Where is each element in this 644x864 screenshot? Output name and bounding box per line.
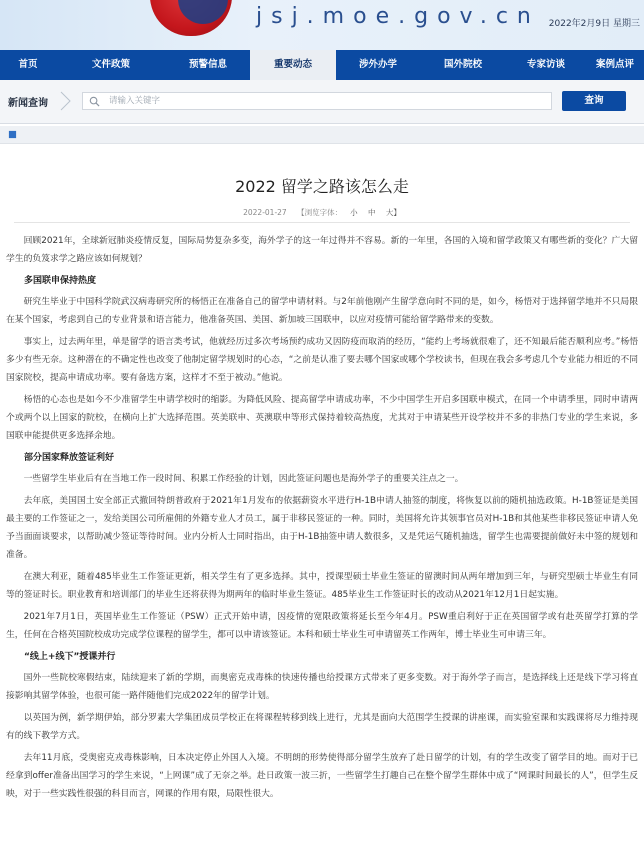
location-icon xyxy=(8,130,17,139)
paragraph: 一些留学生毕业后有在当地工作一段时间、积累工作经验的计划，因此签证问题也是海外学子的重要关注点之一。 xyxy=(23,474,464,484)
chevron-right-icon xyxy=(58,90,74,112)
search-icon xyxy=(89,96,100,107)
font-size-small-link[interactable]: 小 xyxy=(350,208,358,217)
article-body xyxy=(6,232,638,807)
nav-item-alerts[interactable]: 预警信息 xyxy=(188,59,227,70)
nav-item-policy[interactable]: 文件政策 xyxy=(91,59,130,70)
nav-item-foreign-schools[interactable]: 国外院校 xyxy=(443,59,482,70)
section-heading: 多国联申保持热度 xyxy=(24,276,97,286)
article-intro: 回顾2021年，全球新冠肺炎疫情反复，国际局势复杂多变，海外学子的这一年过得并不容易。新的一年里，各国的入境和留学政策又有哪些新的变化？广大留学生的负笈求学之路应该如何规划？ xyxy=(6,236,638,264)
paragraph: 去年底，美国国土安全部正式撤回特朗普政府于2021年1月发布的依据薪资水平进行H-1B申请人抽签的制度，将恢复以前的随机抽选政策。H-1B签证是美国最主要的工作签证之一，发给美国公司所雇佣的外籍专业人才员工，属于非移民签证的一种。同时，美国将允许其领事官员对H-1B和其他某些非移民签证申请人免予当面面谈要求，以帮助减少签证等待时间。业内分析人士同时指出，由于H-1B抽签申请人数很多，又是凭运气随机抽选，留学生也需要提前做好未中签的规划和准备。 xyxy=(6,496,638,560)
search-label: 新闻查询 xyxy=(8,98,48,109)
search-button[interactable]: 查询 xyxy=(562,91,626,111)
section-heading: “线上+线下”授课并行 xyxy=(24,652,116,662)
paragraph: 在澳大利亚，随着485毕业生工作签证更新，相关学生有了更多选择。其中，授课型硕士毕业生签证的留澳时间从两年增加到三年，与研究型硕士毕业生有同等的签证时长。职业教育和培训部门的毕业生还将获得为期两年的临时毕业生签证。485毕业生工作签证时长的改动从2021年12月1日起实施。 xyxy=(6,572,638,600)
title-divider xyxy=(14,222,630,223)
paragraph: 以英国为例，新学期伊始，部分罗素大学集团成员学校正在将课程转移到线上进行，尤其是面向大范围学生授课的讲座课，而实验室课和实践课将尽力维持现有的线下教学方式。 xyxy=(6,713,638,741)
header-date: 2022年2月9日 星期三 xyxy=(548,19,640,29)
search-box xyxy=(82,92,552,110)
nav-item-interviews[interactable]: 专家访谈 xyxy=(526,59,565,70)
paragraph: 2021年7月1日，英国毕业生工作签证（PSW）正式开始申请，因疫情的宽限政策将延长至今年4月。PSW重启利好于正在英国留学或有赴英留学打算的学生，任何在合格英国院校成功完成学位课程的留学生，都可以申请该签证。本科和硕士毕业生可申请留英工作两年，博士毕业生可申请三年。 xyxy=(6,612,638,640)
article-meta xyxy=(0,207,644,218)
nav-item-news[interactable]: 重要动态 xyxy=(250,50,336,80)
breadcrumb xyxy=(0,126,644,144)
article-title: 2022 留学之路该怎么走 xyxy=(235,177,409,196)
nav-item-home[interactable]: 首页 xyxy=(18,59,38,70)
font-size-large-link[interactable]: 大】 xyxy=(385,208,401,217)
paragraph: 事实上，过去两年里，单是留学的语言类考试，他就经历过多次考场预约成功又因防疫而取消的经历，“能约上考场就很难了，还不知最后能否顺利应考。”杨悟多少有些无奈。这种潜在的不确定性也改变了他制定留学规划时的心态，“之前是认准了要去哪个国家或哪个学校读书，但现在我会多考虑几个专业能力相近的不同国家院校，提高申请成功率。要有备选方案，这样才不至于被动。”他说。 xyxy=(6,337,638,383)
nav-item-cases[interactable]: 案例点评 xyxy=(595,59,634,70)
paragraph: 国外一些院校寒假结束，陆续迎来了新的学期，而奥密克戎毒株的快速传播也给授课方式带来了更多变数。对于海外学子而言，是选择线上还是线下学习将直接影响其留学体验，也很可能一路伴随他们完成2022年的留学计划。 xyxy=(6,673,638,701)
site-header-banner xyxy=(0,0,644,50)
font-size-label: 【浏览字体： xyxy=(297,208,343,217)
main-nav xyxy=(0,50,644,80)
paragraph: 杨悟的心态也是如今不少准留学生申请学校时的缩影。为降低风险、提高留学申请成功率，不少中国学生开启多国联申模式，在同一个申请季里，同时申请两个或两个以上国家的院校，在横向上扩大选择范围。英美联申、英澳联申等形式保持着较高热度，尤其对于申请某些开设学校并不多的非热门专业的学生来说，多国联申能提供更多选择余地。 xyxy=(6,395,638,441)
font-size-medium-link[interactable]: 中 xyxy=(367,208,376,217)
section-heading: 部分国家释放签证利好 xyxy=(24,453,115,463)
article-date: 2022-01-27 xyxy=(243,208,287,217)
site-domain: jsj.moe.gov.cn xyxy=(256,4,540,29)
nav-item-foreign-programs[interactable]: 涉外办学 xyxy=(358,59,397,70)
news-search-bar xyxy=(0,80,644,124)
paragraph: 研究生毕业于中国科学院武汉病毒研究所的杨悟正在准备自己的留学申请材料。与2年前他刚产生留学意向时不同的是，如今，杨悟对于选择留学地并不只局限在某个国家，考虑到自己的专业背景和语言能力，他准备英国、美国、新加坡三国联申，以应对疫情可能给留学路带来的变数。 xyxy=(6,297,638,325)
paragraph: 去年11月底，受奥密克戎毒株影响，日本决定停止外国人入境。不明朗的形势使得部分留学生放弃了赴日留学的计划，有的学生改变了留学目的地。而对于已经拿到offer准备出国学习的学生来说，“上网课”成了无奈之举。赴日政策一波三折，一些留学生打趣自己在整个留学生群体中成了“网课时间最长的人”，但学生反映，对于一些实践性很强的科目而言，网课的作用有限，局限性很大。 xyxy=(6,753,638,799)
search-input[interactable] xyxy=(109,94,539,108)
